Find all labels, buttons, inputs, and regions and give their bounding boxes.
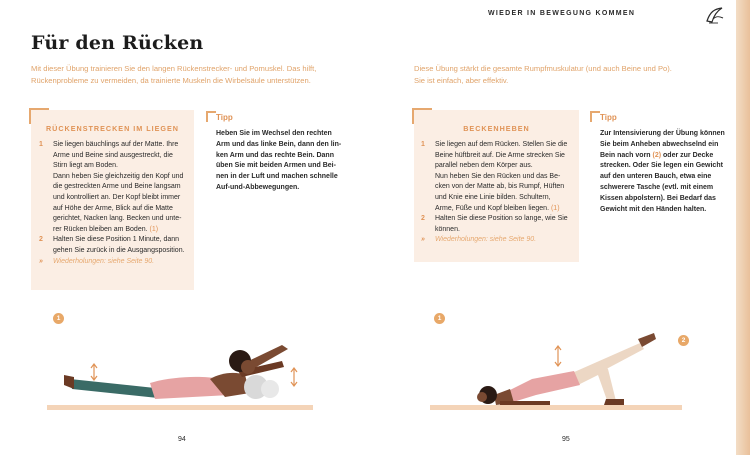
hip-lift-illustration — [440, 325, 680, 407]
exercise-title-2: BECKENHEBEN — [463, 124, 530, 133]
tip-line: oder zur Decke — [661, 151, 714, 159]
step-line: Halten Sie diese Position 1 Minute, dann — [53, 236, 180, 244]
figure-ref: (2) — [652, 151, 662, 159]
tip-marker-icon — [206, 111, 216, 122]
tip-line: Bein nach vorn — [600, 151, 653, 159]
tip-line: Zur Intensivierung der Übung können — [600, 130, 725, 137]
intro-right-line: Sie ist einfach, aber effektiv. — [414, 75, 509, 85]
step-line: Sie liegen bäuchlings auf der Matte. Ihre — [53, 141, 179, 148]
step-line: Halten Sie diese Position so lange, wie Sie — [435, 215, 568, 223]
tip-line: Gewicht mit den Händen halten. — [600, 205, 707, 213]
intro-left-line: Rückenprobleme zu vermeiden, da trainierte Muskeln die Wirbelsäule unterstützen. — [31, 75, 311, 85]
step-line: Sie liegen auf dem Rücken. Stellen Sie die — [435, 141, 568, 148]
box-corner — [412, 108, 432, 124]
step-2 — [39, 235, 189, 256]
tip-line: üben Sie mit beiden Armen und Bei- — [216, 162, 336, 170]
tip-line: Sie beim Anheben abwechselnd ein — [600, 140, 719, 148]
figure-badge: 1 — [434, 313, 445, 324]
prone-extension-illustration — [60, 335, 320, 407]
step-line: Stirn liegt am Boden. — [53, 162, 118, 170]
repetitions — [421, 235, 576, 246]
step-line: gerichtet, Nacken lang. Becken und unte- — [53, 215, 182, 223]
tip-line: nen in der Luft und machen schnelle — [216, 173, 338, 181]
step-line: Arme, Füße und Kopf bleiben liegen. — [435, 204, 550, 212]
running-header: WIEDER IN BEWEGUNG KOMMEN — [488, 10, 636, 17]
repetitions-link[interactable]: Wiederholungen: siehe Seite 90. — [53, 257, 155, 265]
page-edge — [736, 0, 750, 455]
intro-left — [31, 63, 361, 86]
step-line: die gestreckten Arme und Beine langsam — [53, 183, 181, 191]
tip-label: Tipp — [216, 113, 233, 122]
step-number: 1 — [39, 141, 43, 148]
tip-line: Arm und das linke Bein, dann den lin- — [216, 140, 342, 148]
exercise-title-1: RÜCKENSTRECKEN IM LIEGEN — [45, 124, 180, 133]
bullet-icon: » — [421, 236, 425, 244]
figure-badge: 2 — [678, 335, 689, 346]
tip-text-1 — [216, 129, 366, 194]
step-1 — [39, 140, 189, 235]
step-number: 1 — [421, 141, 425, 148]
intro-right — [414, 63, 714, 86]
tip-line: Heben Sie im Wechsel den rechten — [216, 130, 332, 137]
step-line: Nun heben Sie den Rücken und das Be- — [435, 172, 561, 180]
page-number-right: 95 — [562, 436, 570, 443]
step-line: und Knie eine Linie bilden. Schultern, — [435, 193, 551, 201]
step-line: und kontrolliert an. Der Kopf bleibt immer — [53, 193, 181, 201]
step-line: rer Rücken bleiben am Boden. — [53, 225, 148, 233]
step-number: 2 — [421, 215, 425, 223]
figure-ref: (1) — [550, 204, 560, 212]
step-2 — [421, 214, 576, 235]
intro-left-line: Mit dieser Übung trainieren Sie den langen Rückenstrecker- und Pomuskel. Das hilft, — [31, 64, 317, 73]
tip-text-2 — [600, 129, 740, 215]
exercise-steps-1 — [39, 140, 189, 267]
step-line: Dann heben Sie gleichzeitig den Kopf und — [53, 172, 184, 180]
page-number-left: 94 — [178, 436, 186, 443]
tip-line: schwerere Tasche (evtl. mit einem — [600, 183, 714, 191]
step-line: cken von der Matte ab, bis Rumpf, Hüften — [435, 183, 565, 191]
step-line: können. — [435, 225, 460, 233]
figure-badge: 1 — [53, 313, 64, 324]
tip-line: ken Arm und das rechte Bein. Dann — [216, 151, 334, 159]
tip-line: Auf-und-Abbewegungen. — [216, 183, 300, 191]
intro-right-line: Diese Übung stärkt die gesamte Rumpfmuskulatur (und auch Beine und Po). — [414, 64, 672, 73]
tip-line: Kissen abpolstern). Bei Bedarf das — [600, 194, 716, 202]
repetitions — [39, 257, 189, 268]
bullet-icon: » — [39, 257, 43, 265]
step-1 — [421, 140, 576, 214]
step-line: gehen Sie zurück in die Ausgangsposition. — [53, 246, 185, 254]
tip-marker-icon — [590, 111, 600, 122]
box-corner — [29, 108, 49, 124]
figure-ref: (1) — [149, 225, 159, 233]
step-number: 2 — [39, 236, 43, 244]
step-line: Arme und Beine sind ausgestreckt, die — [53, 151, 173, 159]
tip-line: auf den unteren Bauch, etwa eine — [600, 173, 712, 181]
exercise-steps-2 — [421, 140, 576, 246]
step-line: Beine hüftbreit auf. Die Arme strecken Sie — [435, 151, 565, 159]
step-line: parallel neben dem Körper aus. — [435, 162, 533, 170]
page-title: Für den Rücken — [31, 32, 204, 54]
step-line: auf Höhe der Arme, Blick auf die Matte — [53, 204, 173, 212]
tip-label: Tipp — [600, 113, 617, 122]
repetitions-link[interactable]: Wiederholungen: siehe Seite 90. — [435, 236, 537, 244]
logo-icon — [704, 6, 726, 26]
tip-line: strecken. Oder Sie legen ein Gewicht — [600, 162, 723, 170]
